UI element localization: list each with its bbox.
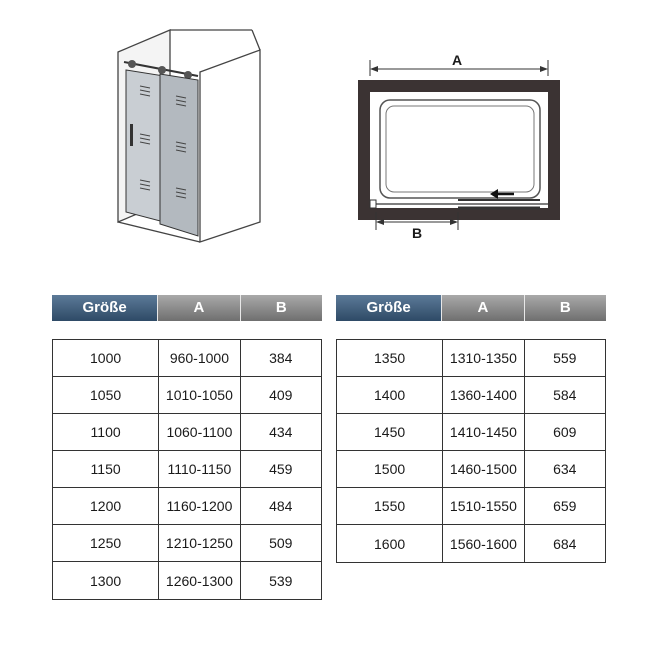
a-cell: 1210-1250 <box>158 525 239 561</box>
b-cell: 484 <box>240 488 321 524</box>
a-cell: 1460-1500 <box>442 451 523 487</box>
table-row <box>53 414 321 451</box>
size-cell: 1500 <box>374 461 406 477</box>
size-cell: 1600 <box>374 535 406 552</box>
table-row <box>337 525 605 562</box>
b-cell: 434 <box>240 414 321 450</box>
size-cell: 1100 <box>90 424 121 440</box>
header-b: B <box>524 295 606 321</box>
size-cell: 1350 <box>374 350 406 366</box>
table-row <box>337 340 605 377</box>
dimension-b-label: B <box>412 225 423 241</box>
header-a: A <box>157 295 239 321</box>
a-cell: 1410-1450 <box>442 414 523 450</box>
b-cell: 584 <box>524 377 605 413</box>
b-cell: 609 <box>524 414 605 450</box>
dimension-a-label: A <box>452 52 463 68</box>
size-cell: 1000 <box>90 350 122 366</box>
a-cell: 1110-1150 <box>158 451 239 487</box>
size-cell: 1450 <box>374 424 406 440</box>
a-cell: 1360-1400 <box>442 377 523 413</box>
right-size-table <box>336 339 606 563</box>
b-cell: 659 <box>524 488 605 524</box>
b-cell: 684 <box>524 525 605 562</box>
a-cell: 1010-1050 <box>158 377 239 413</box>
a-cell: 1160-1200 <box>158 488 239 524</box>
a-cell: 1560-1600 <box>442 525 523 562</box>
size-cell: 1250 <box>90 535 122 551</box>
right-table-header <box>336 295 606 321</box>
header-a: A <box>441 295 523 321</box>
table-row <box>337 451 605 488</box>
header-size: Größe <box>52 295 157 321</box>
table-row <box>53 377 321 414</box>
a-cell: 960-1000 <box>158 340 239 376</box>
b-cell: 539 <box>240 562 321 599</box>
table-row <box>337 414 605 451</box>
size-cell: 1200 <box>90 498 122 514</box>
size-cell: 1400 <box>374 387 406 403</box>
a-cell: 1510-1550 <box>442 488 523 524</box>
table-row <box>53 562 321 599</box>
table-row <box>337 377 605 414</box>
a-cell: 1260-1300 <box>158 562 239 599</box>
a-cell: 1310-1350 <box>442 340 523 376</box>
table-row <box>337 488 605 525</box>
b-cell: 384 <box>240 340 321 376</box>
left-size-table <box>52 339 322 600</box>
b-cell: 559 <box>524 340 605 376</box>
table-row <box>53 340 321 377</box>
size-cell: 1550 <box>374 498 406 514</box>
size-cell: 1050 <box>90 387 122 403</box>
b-cell: 634 <box>524 451 605 487</box>
header-size: Größe <box>336 295 441 321</box>
b-cell: 459 <box>240 451 321 487</box>
table-row <box>53 525 321 562</box>
table-row <box>53 488 321 525</box>
size-cell: 1150 <box>90 461 121 477</box>
b-cell: 409 <box>240 377 321 413</box>
left-table-header <box>52 295 322 321</box>
header-b: B <box>240 295 322 321</box>
b-cell: 509 <box>240 525 321 561</box>
a-cell: 1060-1100 <box>158 414 239 450</box>
size-cell: 1300 <box>90 572 122 589</box>
table-row <box>53 451 321 488</box>
